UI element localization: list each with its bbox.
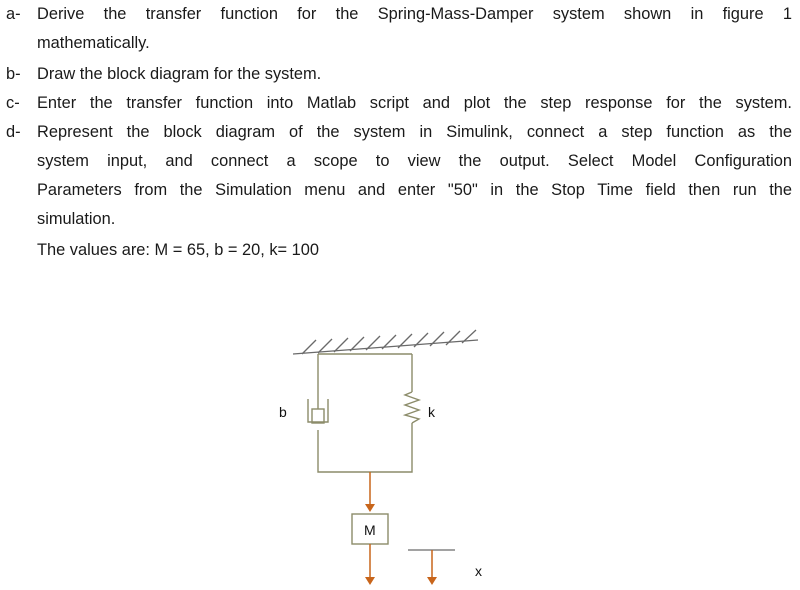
displacement-label: x [475,563,482,579]
question-line: mathematically. [37,34,150,52]
input-arrow [365,472,375,512]
question-line: Derive the transfer function for the Spring-Mass-Damper system shown in figure 1 [37,5,792,23]
item-marker: b- [6,65,21,83]
question-line: Parameters from the Simulation menu and enter "50" in the Stop Time field then run the [37,181,792,199]
question-line: Represent the block diagram of the system in Simulink, connect a step function as the [37,123,792,141]
ground-support [293,330,478,354]
question-line: Enter the transfer function into Matlab script and plot the step response for the system. [37,94,792,112]
output-arrow [365,544,375,585]
damper-label: b [279,404,287,420]
question-line: system input, and connect a scope to view the output. Select Model Configuration [37,152,792,170]
item-marker: c- [6,94,20,112]
question-line: Draw the block diagram for the system. [37,65,322,83]
mass-label: M [364,522,376,538]
connecting-frame [318,354,412,472]
spring [405,392,419,423]
item-marker: d- [6,123,21,141]
spring-label: k [428,404,435,420]
item-marker: a- [6,5,21,23]
question-line: simulation. [37,210,116,228]
damper [308,398,328,423]
values-line: The values are: M = 65, b = 20, k= 100 [37,241,320,259]
displacement-indicator [408,550,455,585]
